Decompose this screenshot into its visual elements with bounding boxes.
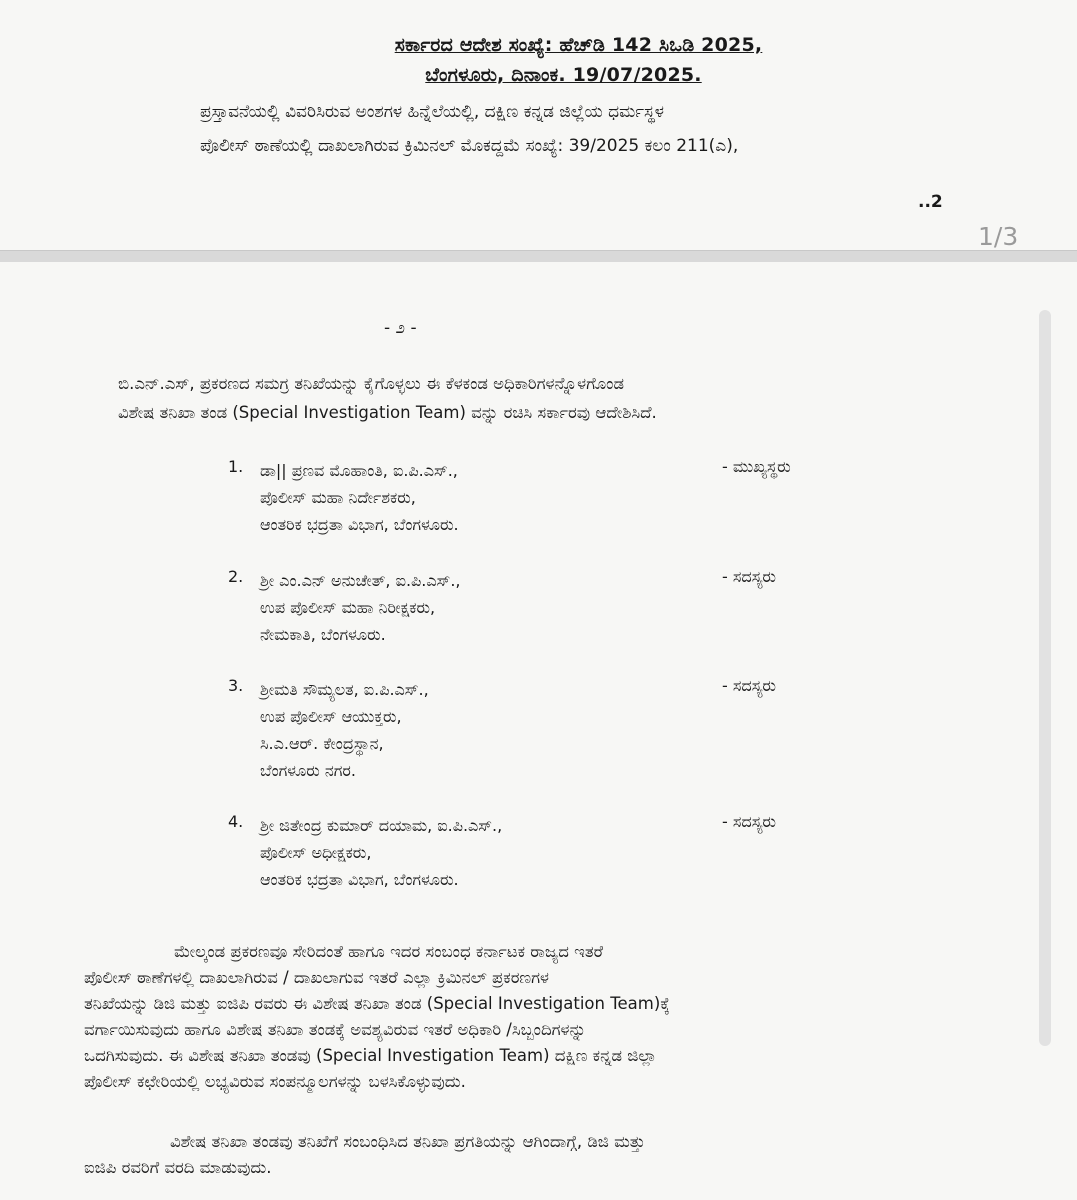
- member-number: 4.: [228, 812, 244, 831]
- document-page-2: [0, 262, 1077, 1200]
- body-line: ವಿಶೇಷ ತನಿಖಾ ತಂಡವು ತನಿಖೆಗೆ ಸಂಬಂಧಿಸಿದ ತನಿಖಾ ಪ್ರಗತಿಯನ್ನು ಆಗಿಂದಾಗ್ಗೆ, ಡಿಜಿ ಮತ್ತು: [170, 1132, 646, 1151]
- member-name: ಶ್ರೀಮತಿ ಸೌಮ್ಯಲತ, ಐ.ಪಿ.ಎಸ್.,: [260, 680, 429, 699]
- member-name: ಶ್ರೀ ಜಿತೇಂದ್ರ ಕುಮಾರ್ ದಯಾಮ, ಐ.ಪಿ.ಎಸ್.,: [260, 816, 503, 835]
- member-number: 1.: [228, 457, 244, 476]
- member-designation: ಪೊಲೀಸ್ ಮಹಾ ನಿರ್ದೇಶಕರು,: [260, 488, 416, 507]
- member-unit: ನೇಮಕಾತಿ, ಬೆಂಗಳೂರು.: [260, 625, 386, 644]
- preamble-line: ಪ್ರಸ್ತಾವನೆಯಲ್ಲಿ ವಿವರಿಸಿರುವ ಅಂಶಗಳ ಹಿನ್ನೆಲೆಯಲ್ಲಿ, ದಕ್ಷಿಣ ಕನ್ನಡ ಜಿಲ್ಲೆಯ ಧರ್ಮಸ್ಥಳ: [200, 102, 665, 122]
- member-unit: ಆಂತರಿಕ ಭದ್ರತಾ ವಿಭಾಗ, ಬೆಂಗಳೂರು.: [260, 515, 459, 534]
- body-line: ಒದಗಿಸುವುದು. ಈ ವಿಶೇಷ ತನಿಖಾ ತಂಡವು (Special Investigation Team) ದಕ್ಷಿಣ ಕನ್ನಡ ಜಿಲ್ಲಾ: [84, 1046, 657, 1065]
- body-line: ವರ್ಗಾಯಿಸುವುದು ಹಾಗೂ ವಿಶೇಷ ತನಿಖಾ ತಂಡಕ್ಕೆ ಅವಶ್ಯವಿರುವ ಇತರೆ ಅಧಿಕಾರಿ /ಸಿಬ್ಬಂದಿಗಳನ್ನು: [84, 1020, 587, 1039]
- member-role: - ಸದಸ್ಯರು: [722, 676, 776, 695]
- body-line: ಪೊಲೀಸ್ ಠಾಣೆಗಳಲ್ಲಿ ದಾಖಲಾಗಿರುವ / ದಾಖಲಾಗುವ ಇತರೆ ಎಲ್ಲಾ ಕ್ರಿಮಿನಲ್ ಪ್ರಕರಣಗಳ: [84, 968, 550, 987]
- member-unit: ಆಂತರಿಕ ಭದ್ರತಾ ವಿಭಾಗ, ಬೆಂಗಳೂರು.: [260, 870, 459, 889]
- order-date-text: ಬೆಂಗಳೂರು, ದಿನಾಂಕ. 19/07/2025.: [425, 64, 702, 86]
- body-line: ಮೇಲ್ಕಂಡ ಪ್ರಕರಣವೂ ಸೇರಿದಂತೆ ಹಾಗೂ ಇದರ ಸಂಬಂಧ ಕರ್ನಾಟಕ ರಾಜ್ಯದ ಇತರೆ: [174, 942, 603, 961]
- preamble-line: ಪೊಲೀಸ್ ಠಾಣೆಯಲ್ಲಿ ದಾಖಲಾಗಿರುವ ಕ್ರಿಮಿನಲ್ ಮೊಕದ್ದಮೆ ಸಂಖ್ಯೆ: 39/2025 ಕಲಂ 211(ಎ),: [200, 136, 739, 156]
- order-number-text: ಸರ್ಕಾರದ ಆದೇಶ ಸಂಖ್ಯೆ: ಹೆಚ್‌ಡಿ 142 ಸಿಒಡಿ 2025,: [394, 34, 763, 56]
- body-line: ಐಜಿಪಿ ರವರಿಗೆ ವರದಿ ಮಾಡುವುದು.: [84, 1158, 272, 1177]
- scrollbar[interactable]: [1039, 310, 1051, 1046]
- body-line: ಪೊಲೀಸ್ ಕಛೇರಿಯಲ್ಲಿ ಲಭ್ಯವಿರುವ ಸಂಪನ್ಮೂಲಗಳನ್ನು ಬಳಸಿಕೊಳ್ಳುವುದು.: [84, 1072, 466, 1091]
- intro-line: ವಿಶೇಷ ತನಿಖಾ ತಂಡ (Special Investigation Team) ವನ್ನು ರಚಿಸಿ ಸರ್ಕಾರವು ಆದೇಶಿಸಿದೆ.: [118, 403, 657, 422]
- body-line: ತನಿಖೆಯನ್ನು ಡಿಜಿ ಮತ್ತು ಐಜಿಪಿ ರವರು ಈ ವಿಶೇಷ ತನಿಖಾ ತಂಡ (Special Investigation Team)ಕ್ಕೆ: [84, 994, 670, 1013]
- order-number-heading: [0, 34, 1077, 56]
- page-indicator: 1/3: [978, 222, 1019, 251]
- member-designation: ಪೊಲೀಸ್ ಅಧೀಕ್ಷಕರು,: [260, 843, 372, 862]
- continued-marker: ..2: [918, 192, 943, 212]
- member-role: - ಸದಸ್ಯರು: [722, 567, 776, 586]
- page-number: - ೨ -: [384, 318, 417, 338]
- member-name: ಶ್ರೀ ಎಂ.ಎನ್ ಅನುಚೇತ್, ಐ.ಪಿ.ಎಸ್.,: [260, 571, 461, 590]
- member-unit: ಸಿ.ಎ.ಆರ್. ಕೇಂದ್ರಸ್ಥಾನ,: [260, 734, 384, 753]
- member-designation: ಉಪ ಪೊಲೀಸ್ ಆಯುಕ್ತರು,: [260, 707, 402, 726]
- intro-line: ಬಿ.ಎನ್.ಎಸ್, ಪ್ರಕರಣದ ಸಮಗ್ರ ತನಿಖೆಯನ್ನು ಕೈಗೊಳ್ಳಲು ಈ ಕೆಳಕಂಡ ಅಧಿಕಾರಿಗಳನ್ನೊಳಗೊಂಡ: [118, 374, 625, 393]
- member-role: - ಮುಖ್ಯಸ್ಥರು: [722, 457, 791, 476]
- member-number: 2.: [228, 567, 244, 586]
- member-city: ಬೆಂಗಳೂರು ನಗರ.: [260, 761, 356, 780]
- document-page-1: [0, 0, 1077, 251]
- member-name: ಡಾ|| ಪ್ರಣವ ಮೊಹಾಂತಿ, ಐ.ಪಿ.ಎಸ್.,: [260, 461, 458, 480]
- member-designation: ಉಪ ಪೊಲೀಸ್ ಮಹಾ ನಿರೀಕ್ಷಕರು,: [260, 598, 436, 617]
- member-number: 3.: [228, 676, 244, 695]
- member-role: - ಸದಸ್ಯರು: [722, 812, 776, 831]
- order-date-heading: [0, 64, 1077, 86]
